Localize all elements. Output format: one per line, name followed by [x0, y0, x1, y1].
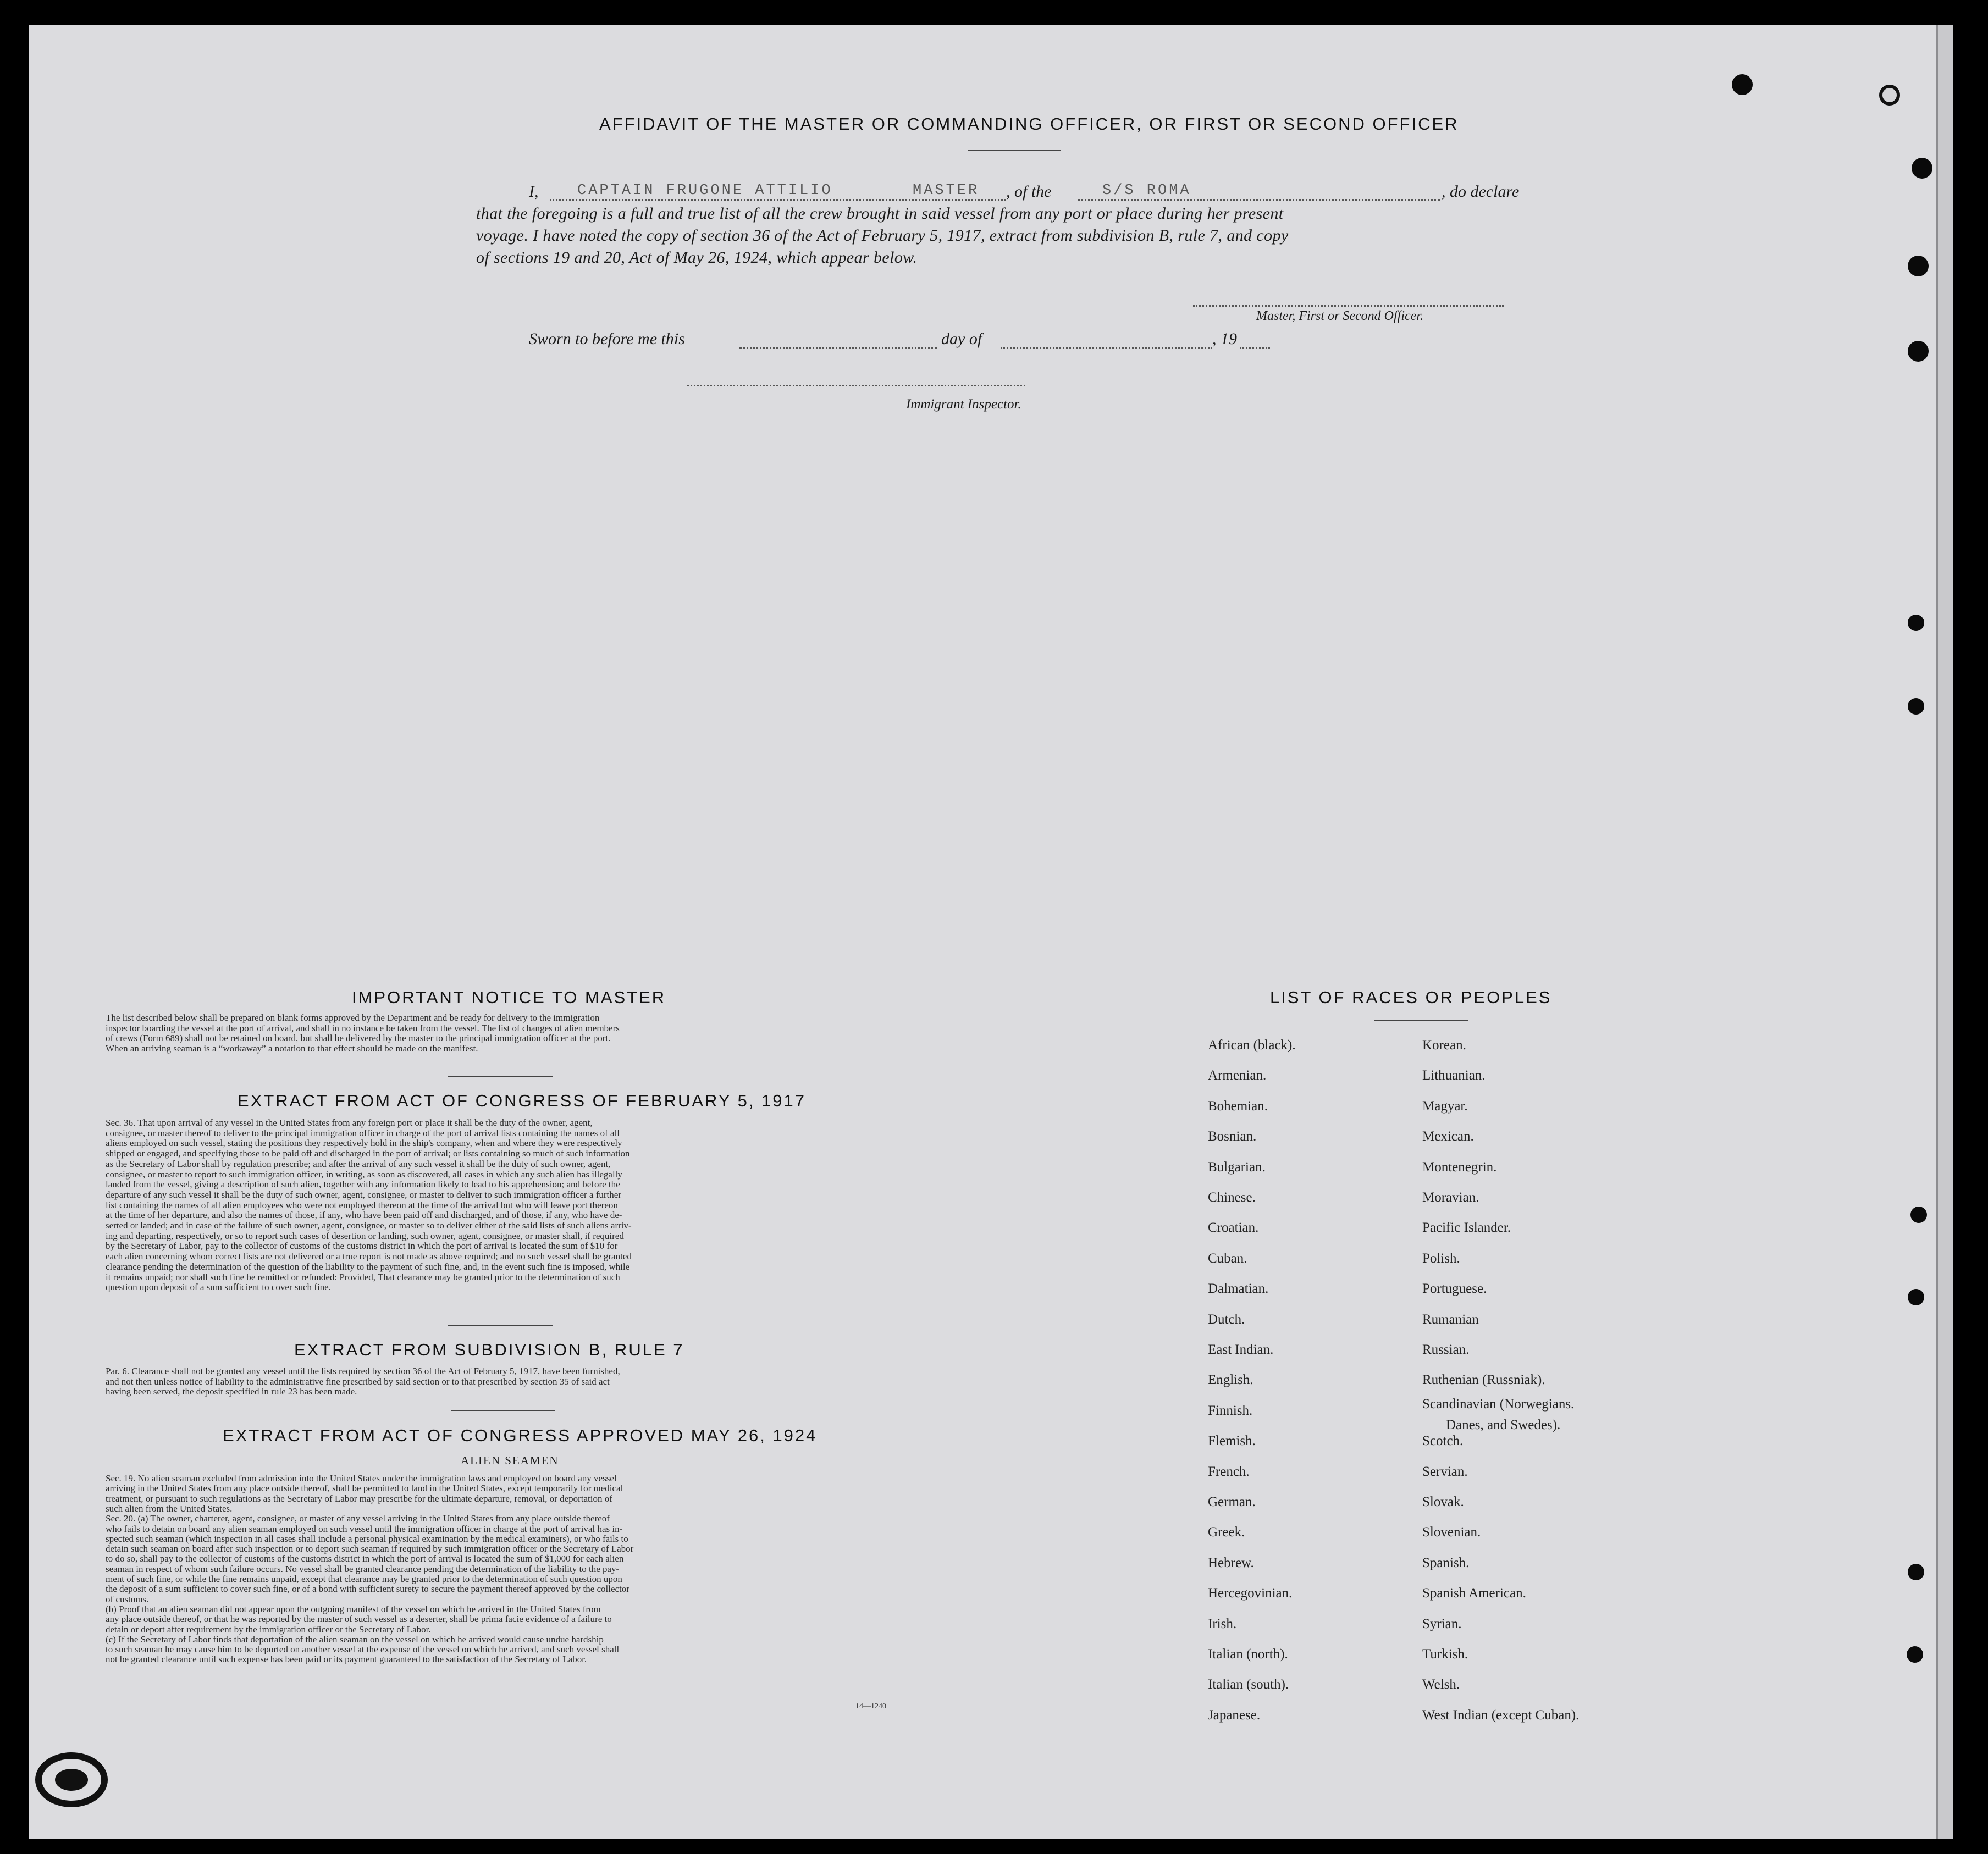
race-right-item: Scotch. [1422, 1434, 1464, 1449]
notice-line: When an arriving seaman is a “workaway” a notation to that effect should be made on the manifest. [106, 1043, 478, 1054]
extract-1924-line: treatment, or pursuant to such regulations as the Secretary of Labor may prescribe for the ultimate departure, removal, or deportation of [106, 1493, 612, 1504]
extract-1924-line: spected such seaman (which inspection in all cases shall include a personal physical examination by the medical examiners), or who fails to [106, 1534, 628, 1544]
extract-1917-line: departure of any such vessel it shall be the duty of such owner, agent, consignee, or master to deliver to such immigration officer a further [106, 1189, 621, 1200]
extract-1924-line: detain such seaman on board after such inspection or to deport such seaman if required by such immigration officer or the Secretary of Labor [106, 1544, 634, 1554]
race-right-item: Syrian. [1422, 1616, 1462, 1631]
master-signature-line[interactable] [1193, 305, 1504, 307]
race-left-item: Hebrew. [1208, 1555, 1254, 1570]
race-right-item: Korean. [1422, 1038, 1466, 1053]
race-left-item: Croatian. [1208, 1220, 1259, 1236]
race-right-item: Moravian. [1422, 1190, 1479, 1205]
race-right-item: Rumanian [1422, 1311, 1479, 1327]
extract-1917-line: ing and departing, respectively, or so to report such cases of desertion or landing, such owner, agent, consignee, or master shall, if required [106, 1231, 624, 1241]
extract-1924-line: detain or deport after requirement by the immigration officer or the Secretary of Labor. [106, 1624, 431, 1635]
extract-1917-line: serted or landed; and in case of the failure of such owner, agent, consignee, or master so to deliver either of the said lists of such aliens arriv- [106, 1221, 632, 1231]
extract-1924-line: (b) Proof that an alien seaman did not appear upon the outgoing manifest of the vessel on which he arrived in the United States from [106, 1604, 601, 1614]
sworn-label: Sworn to before me this [529, 330, 685, 348]
notice-title: IMPORTANT NOTICE TO MASTER [352, 988, 666, 1007]
extract-1924-line: not be granted clearance until such expense has been paid or its payment guaranteed to the satisfaction of the Secretary of Labor. [106, 1654, 587, 1665]
race-left-item: Italian (north). [1208, 1647, 1288, 1662]
punch-hole [1908, 698, 1924, 715]
race-left-item: Flemish. [1208, 1434, 1256, 1449]
inspector-label: Immigrant Inspector. [906, 397, 1021, 412]
extract-1924-line: the deposit of a sum sufficient to cover such fine, or of a bond with sufficient surety to secure the payment thereof approved by the collector [106, 1584, 629, 1595]
race-right-item: Spanish. [1422, 1555, 1470, 1570]
divider [451, 1410, 555, 1411]
master-signature-label: Master, First or Second Officer. [1256, 309, 1423, 323]
race-right-item: West Indian (except Cuban). [1422, 1707, 1580, 1723]
affidavit-title: AFFIDAVIT OF THE MASTER OR COMMANDING OFFICER, OR FIRST OR SECOND OFFICER [599, 114, 1459, 134]
name-line [550, 199, 1006, 201]
punch-hole [1908, 1289, 1924, 1305]
extract-1924-line: Sec. 20. (a) The owner, charterer, agent, consignee, or master of any vessel arriving in the United States from any place outside thereof [106, 1514, 610, 1524]
race-left-item: Chinese. [1208, 1190, 1256, 1205]
extract-1917-line: question upon deposit of a sum sufficient to cover such fine. [106, 1282, 331, 1293]
rule-7-line: having been served, the deposit specified in rule 23 has been made. [106, 1387, 357, 1397]
race-right-item: Servian. [1422, 1464, 1468, 1479]
sworn-day-field[interactable] [739, 347, 937, 349]
extract-1917-line: it remains unpaid; nor shall such fine be remitted or refunded: Provided, That clearance may be granted prior to the determination of such [106, 1272, 620, 1282]
day-of-label: day of [941, 330, 982, 348]
extract-1917-line: clearance pending the determination of the question of the liability to the payment of such fine, and, in the event such fine is imposed, while [106, 1261, 630, 1272]
punch-hole [1908, 256, 1929, 276]
race-right-item: Mexican. [1422, 1129, 1474, 1144]
race-left-item: Japanese. [1208, 1707, 1261, 1723]
race-left-item: German. [1208, 1495, 1256, 1509]
race-right-item: Turkish. [1422, 1647, 1468, 1662]
race-right-item: Ruthenian (Russniak). [1422, 1372, 1545, 1388]
race-left-item: East Indian. [1208, 1342, 1274, 1357]
stamp-mark [33, 1748, 115, 1814]
races-title: LIST OF RACES OR PEOPLES [1270, 988, 1552, 1007]
race-right-item: Welsh. [1422, 1677, 1460, 1692]
divider [448, 1325, 553, 1326]
affidavit-i-label: I, [529, 182, 539, 201]
punch-hole [1910, 1207, 1927, 1223]
extract-1924-line: to do so, shall pay to the collector of customs of the customs district in which the port of arrival is located the sum of $1,000 for each alien [106, 1554, 624, 1564]
affidavit-line-3: voyage. I have noted the copy of section 36 of the Act of February 5, 1917, extract from subdivision B, rule 7, and copy [476, 226, 1289, 245]
race-left-item: Armenian. [1208, 1068, 1267, 1083]
race-left-item: Hercegovinian. [1208, 1586, 1293, 1601]
master-rank-field[interactable]: MASTER [913, 182, 980, 199]
page-edge [1936, 25, 1953, 1839]
race-right-item: Slovenian. [1422, 1525, 1481, 1540]
race-left-item: Dutch. [1208, 1311, 1245, 1327]
divider [1374, 1020, 1468, 1021]
extract-1917-line: Sec. 36. That upon arrival of any vessel in the United States from any foreign port or place it shall be the duty of the owner, agent, [106, 1118, 593, 1128]
race-right-item: Lithuanian. [1422, 1068, 1486, 1083]
extract-1917-line: aliens employed on such vessel, stating the positions they respectively hold in the ship's company, when and where they were respectively [106, 1138, 622, 1149]
race-right-item: Pacific Islander. [1422, 1220, 1511, 1236]
notice-line: of crews (Form 689) shall not be retained on board, but shall be delivered by the master to the principal immigration officer at the port. [106, 1033, 611, 1043]
extract-1917-line: each alien concerning whom correct lists are not delivered or a true report is not made as above required; and no such vessel shall be granted [106, 1252, 632, 1262]
race-right-item: Scandinavian (Norwegians. [1422, 1396, 1575, 1412]
extract-1924-line: any place outside thereof, or that he was reported by the master of such vessel as a deserter, shall be prima facie evidence of a failure to [106, 1614, 612, 1625]
of-the-label: , of the [1006, 182, 1052, 201]
punch-hole [1732, 74, 1753, 95]
divider [448, 1076, 553, 1077]
race-right-item: Polish. [1422, 1250, 1460, 1266]
extract-1917-line: landed from the vessel, giving a description of such alien, together with any information likely to lead to his apprehension; and before the [106, 1180, 620, 1190]
rule-7-line: Par. 6. Clearance shall not be granted any vessel until the lists required by section 36 of the Act of February 5, 1917, have been furnished, [106, 1366, 620, 1376]
master-name-field[interactable]: CAPTAIN FRUGONE ATTILIO [577, 182, 833, 199]
affidavit-line-2: that the foregoing is a full and true list of all the crew brought in said vessel from any port or place during her present [476, 204, 1284, 223]
notice-line: inspector boarding the vessel at the port of arrival, and shall in no instance be taken from the vessel. The list of changes of alien members [106, 1023, 620, 1033]
race-right-item: Portuguese. [1422, 1281, 1487, 1297]
extract-1924-line: arriving in the United States from any place outside thereof, shall be permitted to land in the United States, except temporarily for medical [106, 1484, 623, 1494]
punch-hole [1908, 341, 1929, 362]
punch-hole [1912, 158, 1932, 179]
year-prefix-label: , 19 [1212, 330, 1237, 348]
race-right-item: Magyar. [1422, 1098, 1468, 1114]
race-left-item: African (black). [1208, 1038, 1296, 1053]
extract-1924-line: to such seaman he may cause him to be deported on another vessel at the expense of the vessel on which he arrived, and such vessel shall [106, 1645, 620, 1655]
extract-1917-title: EXTRACT FROM ACT OF CONGRESS OF FEBRUARY 5, 1917 [238, 1091, 807, 1110]
extract-1917-line: at the time of her departure, and also the names of those, if any, who have been paid off and discharged, and of those, if any, who have de- [106, 1210, 622, 1221]
punch-hole [1907, 1646, 1923, 1663]
notice-line: The list described below shall be prepared on blank forms approved by the Department and be ready for delivery to the immigration [106, 1013, 600, 1023]
race-left-item: Greek. [1208, 1525, 1245, 1540]
extract-1917-line: shipped or engaged, and specifying those to be paid off and discharged in the port of arrival; or lists containing so much of such information [106, 1149, 630, 1159]
alien-seamen-subtitle: ALIEN SEAMEN [461, 1454, 559, 1467]
race-right-item: Spanish American. [1422, 1586, 1526, 1601]
affidavit-line-4: of sections 19 and 20, Act of May 26, 1924, which appear below. [476, 248, 918, 267]
race-left-item: English. [1208, 1372, 1253, 1388]
extract-1917-line: list containing the names of all alien employees who were not employed thereon at the time of the arrival but who will leave port thereon [106, 1200, 618, 1210]
extract-1917-line: consignee, or master thereof to deliver to the principal immigration officer in charge of the port of arrival lists containing the names of all [106, 1128, 620, 1138]
extract-1924-line: who fails to detain on board any alien seaman employed on such vessel until the immigration officer in charge at the port of arrival has in- [106, 1524, 623, 1534]
race-right-item-continuation: Danes, and Swedes). [1446, 1417, 1561, 1432]
race-left-item: Bulgarian. [1208, 1159, 1266, 1175]
sworn-year-field[interactable] [1240, 347, 1270, 349]
vessel-name-field[interactable]: S/S ROMA [1102, 182, 1191, 199]
extract-1924-line: Sec. 19. No alien seaman excluded from admission into the United States under the immigration laws and employed on board any vessel [106, 1474, 617, 1484]
punch-hole [1879, 85, 1900, 106]
race-right-item: Russian. [1422, 1342, 1470, 1357]
divider [968, 150, 1061, 151]
race-left-item: Dalmatian. [1208, 1281, 1269, 1297]
race-left-item: Finnish. [1208, 1403, 1253, 1418]
do-declare-label: , do declare [1442, 182, 1520, 201]
vessel-line [1078, 199, 1440, 201]
rule-7-line: and not then unless notice of liability to the administrative fine prescribed by said section or to that prescribed by section 35 of said act [106, 1376, 610, 1387]
extract-1917-line: as the Secretary of Labor shall by regulation prescribe; and after the arrival of any such vessel it shall be the duty of such owner, agent, [106, 1159, 611, 1169]
race-right-item: Slovak. [1422, 1495, 1464, 1509]
race-left-item: Bosnian. [1208, 1129, 1257, 1144]
extract-1917-line: consignee, or master to report to such immigration officer, in writing, as soon as discovered, all cases in which any such alien has illegally [106, 1169, 622, 1180]
race-left-item: Cuban. [1208, 1250, 1247, 1266]
punch-hole [1908, 615, 1924, 631]
race-left-item: Italian (south). [1208, 1677, 1289, 1692]
extract-1917-line: by the Secretary of Labor, pay to the collector of customs of the customs district in which the port of arrival is located the sum of $10 for [106, 1241, 618, 1252]
rule-7-title: EXTRACT FROM SUBDIVISION B, RULE 7 [294, 1340, 684, 1359]
extract-1924-line: (c) If the Secretary of Labor finds that deportation of the alien seaman on the vessel on which he arrived would cause undue hardship [106, 1634, 604, 1645]
form-number: 14—1240 [855, 1702, 886, 1711]
race-right-item: Montenegrin. [1422, 1159, 1497, 1175]
extract-1924-title: EXTRACT FROM ACT OF CONGRESS APPROVED MAY 26, 1924 [223, 1426, 818, 1445]
extract-1924-line: ment of such fine, or while the fine remains unpaid, except that clearance may be granted prior to the determination of such question upon [106, 1574, 622, 1584]
race-left-item: Bohemian. [1208, 1098, 1268, 1114]
race-left-item: French. [1208, 1464, 1250, 1479]
extract-1924-line: such alien from the United States. [106, 1503, 233, 1514]
sworn-month-field[interactable] [1001, 347, 1212, 349]
punch-hole [1908, 1564, 1924, 1580]
inspector-signature-line[interactable] [687, 385, 1025, 386]
extract-1924-line: seaman in respect of whom such failure occurs. No vessel shall be granted clearance pending the determination of the liability to the pay- [106, 1564, 620, 1574]
race-left-item: Irish. [1208, 1616, 1237, 1631]
extract-1924-line: of customs. [106, 1594, 149, 1604]
